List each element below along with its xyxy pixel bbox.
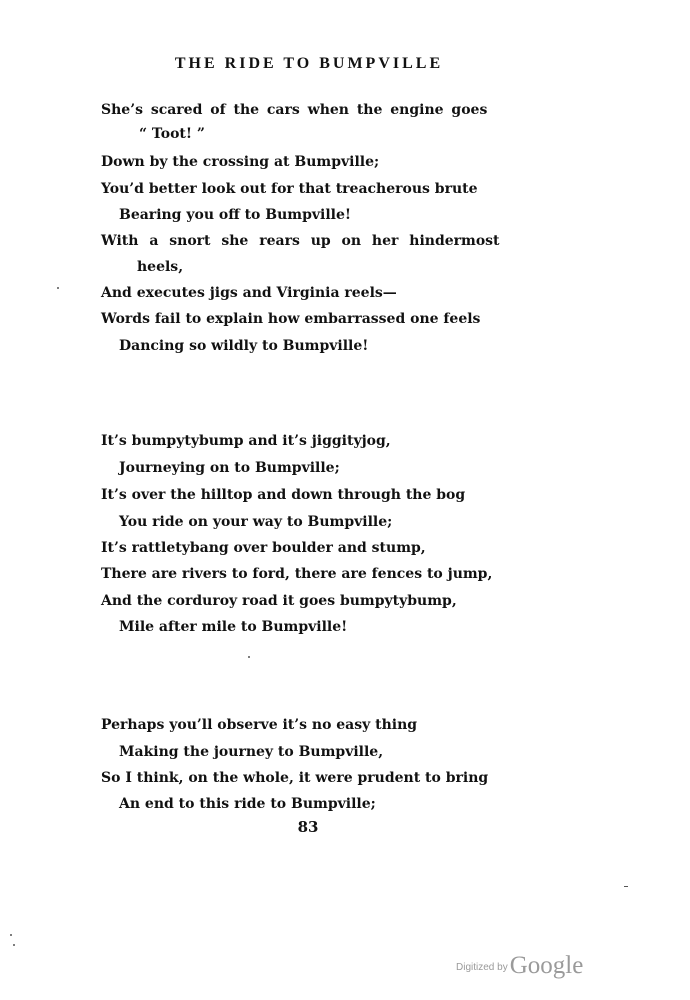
verse-line: Bearing you off to Bumpville! [119, 207, 352, 223]
verse-line: So I think, on the whole, it were prudent to bring [101, 770, 489, 786]
verse-line: “ Toot! ” [139, 126, 205, 142]
verse-line: It’s rattletybang over boulder and stump, [101, 540, 426, 556]
scan-speck [248, 656, 250, 658]
verse-line: You ride on your way to Bumpville; [119, 514, 393, 530]
verse-line: heels, [137, 259, 184, 275]
google-logo: Google [509, 952, 584, 979]
page-number: 83 [297, 818, 319, 836]
verse-line: She’s scared of the cars when the engine goes [101, 102, 488, 118]
scan-speck [13, 944, 15, 946]
verse-line: Down by the crossing at Bumpville; [101, 154, 380, 170]
verse-line: You’d better look out for that treacherous brute [101, 181, 478, 197]
verse-line: And the corduroy road it goes bumpytybump, [101, 593, 457, 609]
running-title: THE RIDE TO BUMPVILLE [174, 55, 444, 72]
verse-line: Dancing so wildly to Bumpville! [119, 338, 369, 354]
verse-line: Making the journey to Bumpville, [119, 744, 384, 760]
verse-line: An end to this ride to Bumpville; [119, 796, 376, 812]
verse-line: It’s bumpytybump and it’s jiggityjog, [101, 433, 391, 449]
scan-speck [624, 886, 628, 887]
verse-line: Mile after mile to Bumpville! [119, 619, 348, 635]
watermark-caption: Digitized by [456, 962, 508, 973]
verse-line: With a snort she rears up on her hindermost [101, 233, 500, 249]
verse-line: And executes jigs and Virginia reels— [101, 285, 397, 301]
scan-speck [10, 934, 12, 936]
verse-line: Words fail to explain how embarrassed one feels [101, 311, 481, 327]
digitized-by-google-watermark [456, 952, 583, 980]
verse-line: There are rivers to ford, there are fences to jump, [101, 566, 493, 582]
scan-speck [57, 287, 59, 289]
verse-line: It’s over the hilltop and down through the bog [101, 487, 466, 503]
verse-line: Journeying on to Bumpville; [119, 460, 340, 476]
verse-line: Perhaps you’ll observe it’s no easy thing [101, 717, 418, 733]
